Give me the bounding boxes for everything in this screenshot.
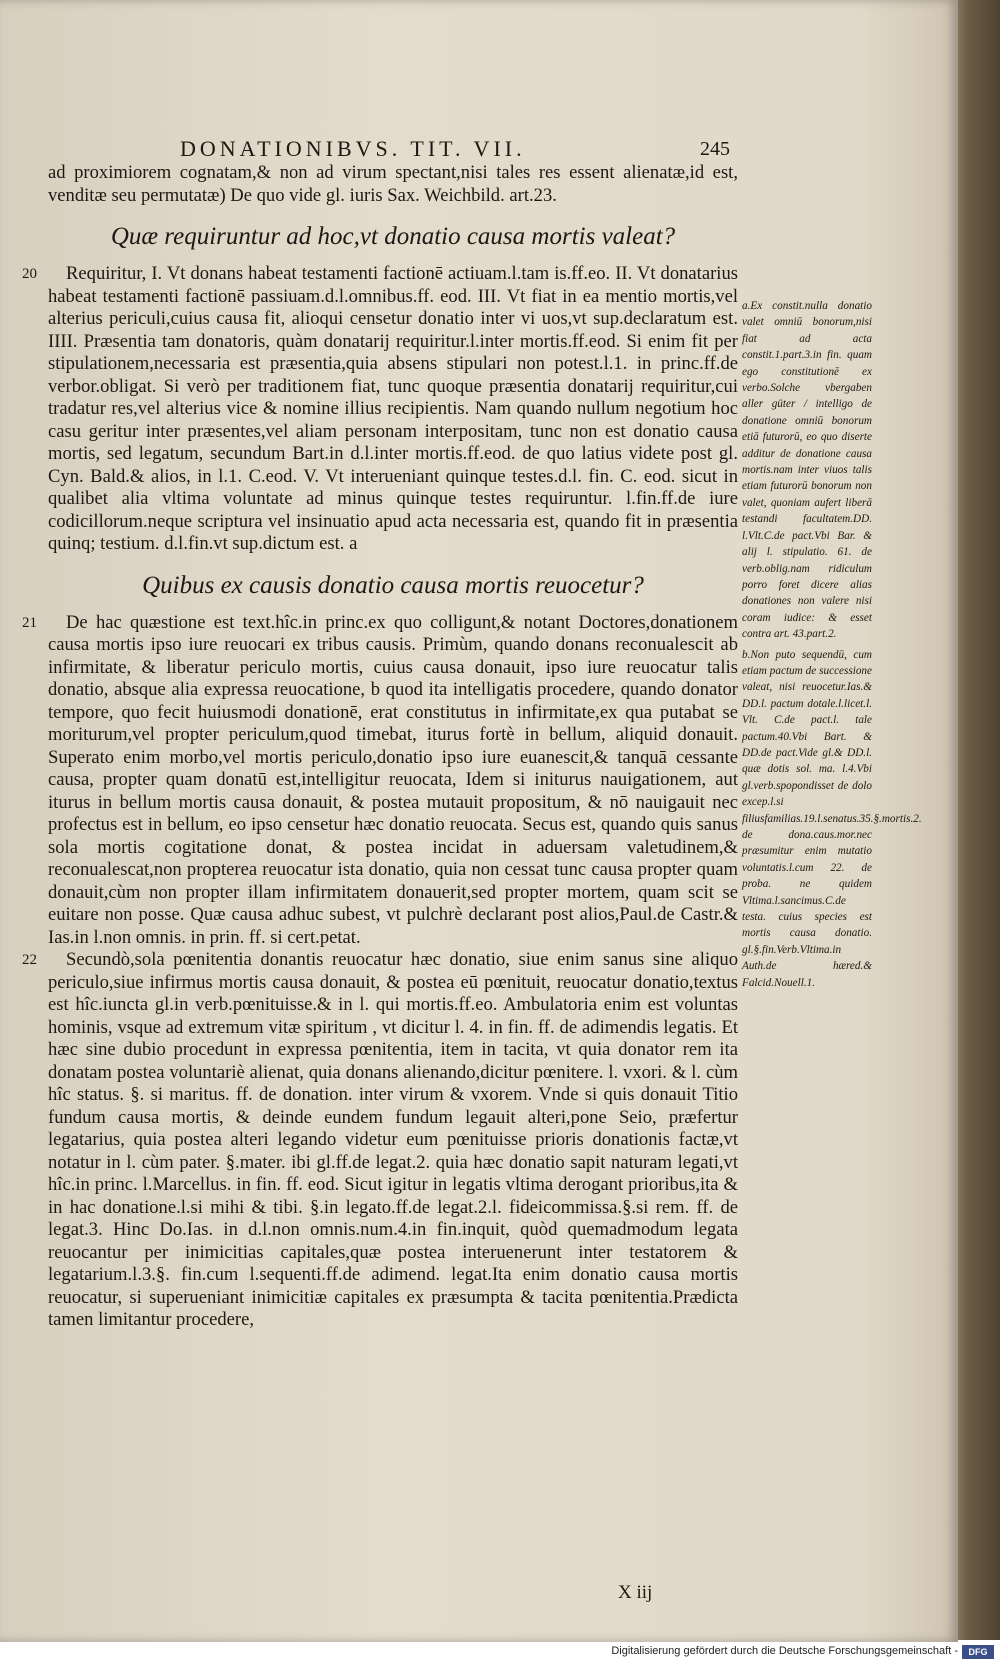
marginal-notes (742, 298, 922, 995)
section-heading-2: Quibus ex causis donatio causa mortis reuocetur? (142, 571, 644, 599)
funding-credit: Digitalisierung gefördert durch die Deutsche Forschungsgemeinschaft - (611, 1645, 958, 1657)
main-text (22, 162, 738, 1332)
paragraph-number: 22 (22, 952, 37, 968)
paragraph-21 (22, 611, 738, 950)
paragraph-20 (22, 263, 738, 556)
dfg-logo-icon: DFG (962, 1645, 994, 1659)
paragraph-number: 21 (22, 614, 37, 631)
page-number: 245 (700, 138, 730, 160)
paragraph-text: De hac quæstione est text.hîc.in princ.ex quo colligunt,& notant Doctores,donationem causa mortis ipso iure reuocari ex tribus causis. Primùm, quando donans reconualescit ab infirmitate, & liberatur periculo mortis, cuius causa donauit, ipso iure reuocatur talis donatio, absque alia expressa reuocatione, b quod ita intelligatis procedere, quando donator tempore, quo fecit huiusmodi donationē, erat constitutus in infirmitate,ex qua putabat se moriturum,vel propter periculum,quod timebat, iturus fortè in bellum, aliquid donauit. Superato enim morbo,vel mortis periculo,donatio ipso iure euanescit,& tanquā cessante causa, propter quam donatū est,intelligitur reuocata, Idem si initurus nauigationem, aut iturus in bellum mortis causa donauit, & postea mutauit propositum, & nō nauigauit nec profectus est in bellum, eo ipso censetur hæc donatio reuocata. Secus est, quando quis sanus sola mortis cogitatione donat, & postea incidat in aduersam valetudinem,& reconualescat,non propterea reuocatur ista donatio, quia non cessat tunc causa propter quam donauit,cùm non propter illam infirmitatem donauerit,sed propter mortem, quam scit se euitare non posse. Quæ causa adhuc subest, vt pulchrè declarant post alios,Paul.de Castr.& Ias.in l.non omnis. in prin. ff. si cert.petat. (48, 611, 738, 948)
digitization-footer (0, 1642, 1000, 1663)
running-head: DONATIONIBVS. TIT. VII. (180, 136, 526, 161)
signature-mark: X iij (618, 1582, 653, 1603)
paragraph-text: Requiritur, I. Vt donans habeat testamenti factionē actiuam.l.tam is.ff.eo. II. Vt donatarius habeat testamenti factionē passiuam.d.l.omnibus.ff. eod. III. Vt fiat in ea mentio mortis,vel alterius periculi,cuius causa fit, alioqui censetur donatio inter vi uos,vt sup.declaratum est. IIII. Præsentia tam donatoris, quàm donatarij requiritur.l.inter mortis.ff.eod. Si enim fit per stipulationem,necessaria est præsentia,quia absens stipulari non potest.l.1. in princ.ff.de verbor.obligat. Si verò per traditionem fiat, tunc quoque præsentia donatarij requiritur,cui tradatur res,vel alterius vice & nomine illius recipientis. Nam quando nullum negotium hoc casu geritur inter præsentes,vel aliam personam interpositam, tunc non est donatio causa mortis, sed legatum, secundum Bart.in d.l.inter mortis.ff.eod. de quo latius videte post gl. Cyn. Bald.& alios, in l.1. C.eod. V. Vt interueniant quinque testes.d.l. fin. C. eod. sicut in qualibet alia vltima voluntate ad minus quinque testes requiruntur. l.fin.ff.de iure codicillorum.neque scriptura vel insinuatio apud acta necessaria est, quando fit in præsentia quinq; testium. d.l.fin.vt sup.dictum est. a (48, 263, 738, 554)
section-heading-1: Quæ requiruntur ad hoc,vt donatio causa mortis valeat? (110, 223, 676, 250)
book-edge (955, 0, 1000, 1640)
paragraph-22 (22, 949, 738, 1332)
paragraph-number: 20 (22, 266, 37, 282)
paragraph-text: Secundò,sola pœnitentia donantis reuocatur hæc donatio, siue enim sanus sine aliquo periculo,siue infirmus mortis causa donauit, & postea eū pœnituit, reuocatur donatio,textus est hîc.iuncta gl.in verb.pœnituisse.& in l. qui mortis.ff.eo. Ambulatoria enim est voluntas hominis, vsque ad extremum vitæ spiritum , vt dicitur l. 4. in fin. ff. de adimendis legatis. Et hæc sine dubio procedunt in expressa pœnitentia, item in tacita, vt quia donator rem ita donatam postea voluntariè alienat, quia donans alienando,dicitur pœnitere. l. vxori. & l. cùm hîc status. §. si maritus. ff. de donation. inter virum & vxorem. Vnde si quis donauit Titio fundum causa mortis, & deinde eundem fundum legauit alteri,pone Seio, præfertur legatarius, quia postea alteri legando videtur eum pœnituisse prioris donationis factæ,vt notatur in l. cùm pater. §.mater. ibi gl.ff.de legat.2. quia hæc donatio sapit naturam legati,vt hîc.in princ. l.Marcellus. in fin. ff. eod. Sicut igitur in legatis vltima derogant prioribus,ita & in hac donatione.l.si mihi & tibi. §.in legato.ff.de legat.2.l. fideicommissa.§.si rem. ff. de legat.3. Hinc Do.Ias. in d.l.non omnis.num.4.in fin.inquit, quòd quemadmodum legata reuocantur per inimicitias capitales,quæ postea interuenerunt inter testatorem & legatarium.l.3.§. fin.cum l.sequenti.ff.de adimend. legat.Ita enim donatio causa mortis reuocatur, si superueniant inimicitiæ capitales ex præsumpta & tacita pœnitentia.Prædicta tamen limitantur procedere, (48, 949, 738, 1330)
marginal-note-a: a.Ex constit.nulla donatio valet omniū bonorum,nisi fiat ad acta constit.1.part.3.in fin. quam ego constitutionē ex verbo.Solche vbergaben aller güter / intelligo de donatione omniū bonorum etiā futurorū, eo quo diserte additur de donatione causa mortis.nam inter viuos talis etiam futurorū bonorum non valet, quoniam aufert liberā testandi facultatem.DD. l.Vlt.C.de pact.Vbi Bar. & alij l. stipulatio. 61. de verb.oblig.nam ridiculum porro foret dicere alias donationes non valere nisi coram iudice: & esset contra art. 43.part.2. (742, 300, 872, 641)
opening-text: ad proximiorem cognatam,& non ad virum spectant,nisi tales res essent alienatæ,id est, venditæ seu permutatæ) De quo vide gl. iuris Sax. Weichbild. art.23. (48, 162, 738, 206)
marginal-note-b: b.Non puto sequendū, cum etiam pactum de successione valeat, nisi reuocetur.Ias.& DD.l. pactum dotale.l.licet.l. Vlt. C.de pact.l. tale pactum.40.Vbi Bart. & DD.de pact.Vide gl.& DD.l. quæ dotis sol. ma. l.4.Vbi gl.verb.spopondisset de dolo excep.l.si filiusfamilias.19.l.senatus.35.§.mortis.2. de dona.caus.mor.nec præsumitur enim mutatio voluntatis.l.cum 22. de proba. ne quidem Vltima.l.sancimus.C.de testa. cuius species est mortis causa donatio. gl.§.fin.Verb.Vltima.in Auth.de hæred.& Falcid.Nouell.1. (742, 648, 922, 989)
